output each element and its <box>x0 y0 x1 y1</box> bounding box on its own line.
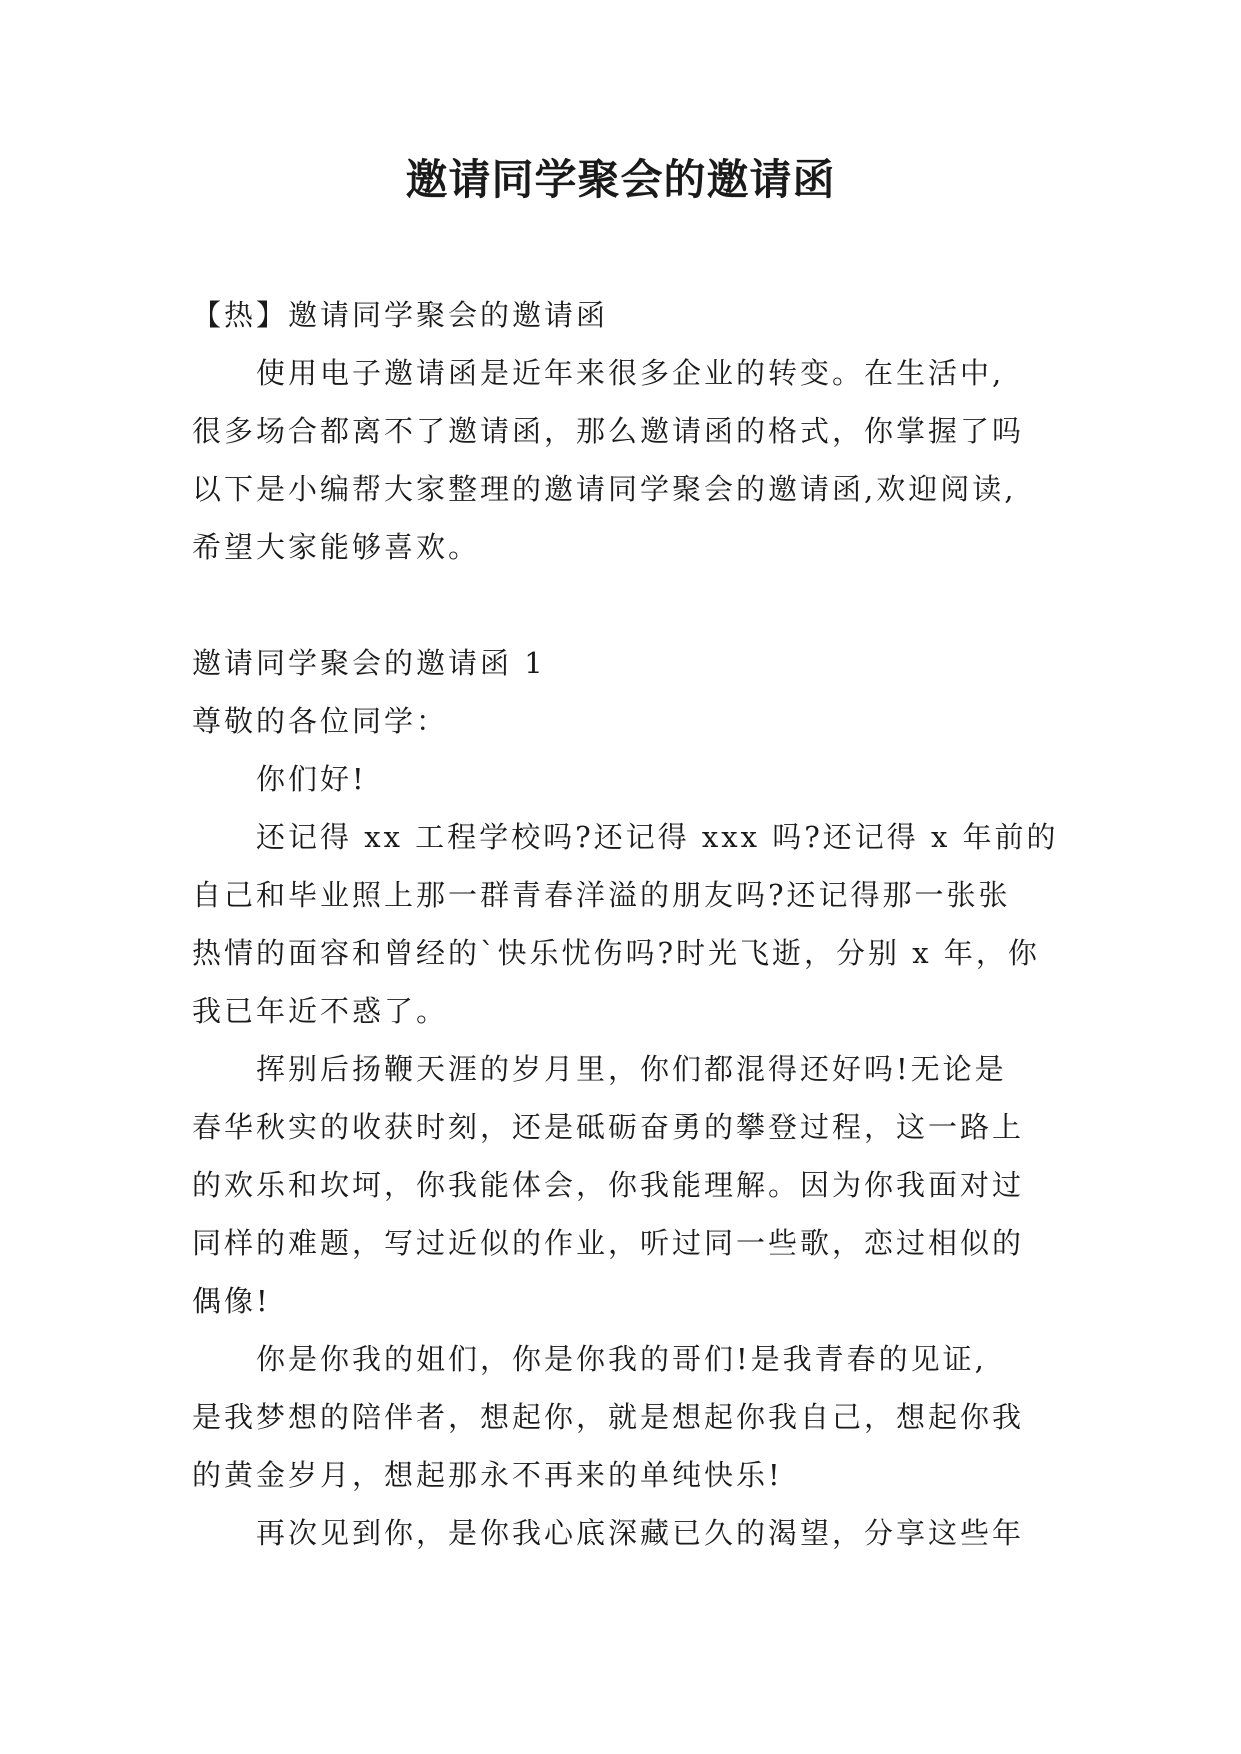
document-title: 邀请同学聚会的邀请函 <box>405 155 836 204</box>
paragraph-line: 的欢乐和坎坷，你我能体会，你我能理解。因为你我面对过 <box>192 1168 1025 1202</box>
section-heading: 邀请同学聚会的邀请函 1 <box>192 646 546 680</box>
paragraph-line: 还记得 xx 工程学校吗?还记得 xxx 吗?还记得 x 年前的 <box>256 820 1059 854</box>
spacer <box>192 576 1060 634</box>
intro-line: 以下是小编帮大家整理的邀请同学聚会的邀请函,欢迎阅读, <box>192 472 1017 506</box>
subtitle: 【热】邀请同学聚会的邀请函 <box>192 298 609 332</box>
paragraph-line: 偶像! <box>192 1284 271 1318</box>
intro-line: 很多场合都离不了邀请函，那么邀请函的格式，你掌握了吗 <box>192 414 1025 448</box>
greeting: 你们好! <box>256 762 367 796</box>
intro-line: 希望大家能够喜欢。 <box>192 530 481 564</box>
paragraph-line: 我已年近不惑了。 <box>192 994 449 1028</box>
paragraph-line: 你是你我的姐们，你是你我的哥们!是我青春的见证, <box>256 1342 987 1376</box>
paragraph-line: 再次见到你，是你我心底深藏已久的渴望，分享这些年 <box>256 1516 1025 1550</box>
document-body <box>192 286 1060 1562</box>
paragraph-line: 的黄金岁月，想起那永不再来的单纯快乐! <box>192 1458 783 1492</box>
intro-line: 使用电子邀请函是近年来很多企业的转变。在生活中, <box>256 356 1005 390</box>
salutation: 尊敬的各位同学： <box>192 704 449 738</box>
paragraph-line: 自己和毕业照上那一群青春洋溢的朋友吗?还记得那一张张 <box>192 878 1011 912</box>
paragraph-line: 热情的面容和曾经的`快乐忧伤吗?时光飞逝，分别 x 年，你 <box>192 936 1040 970</box>
paragraph-line: 挥别后扬鞭天涯的岁月里，你们都混得还好吗!无论是 <box>256 1052 1007 1086</box>
paragraph-line: 是我梦想的陪伴者，想起你，就是想起你我自己，想起你我 <box>192 1400 1025 1434</box>
paragraph-line: 同样的难题，写过近似的作业，听过同一些歌，恋过相似的 <box>192 1226 1025 1260</box>
paragraph-line: 春华秋实的收获时刻，还是砥砺奋勇的攀登过程，这一路上 <box>192 1110 1025 1144</box>
